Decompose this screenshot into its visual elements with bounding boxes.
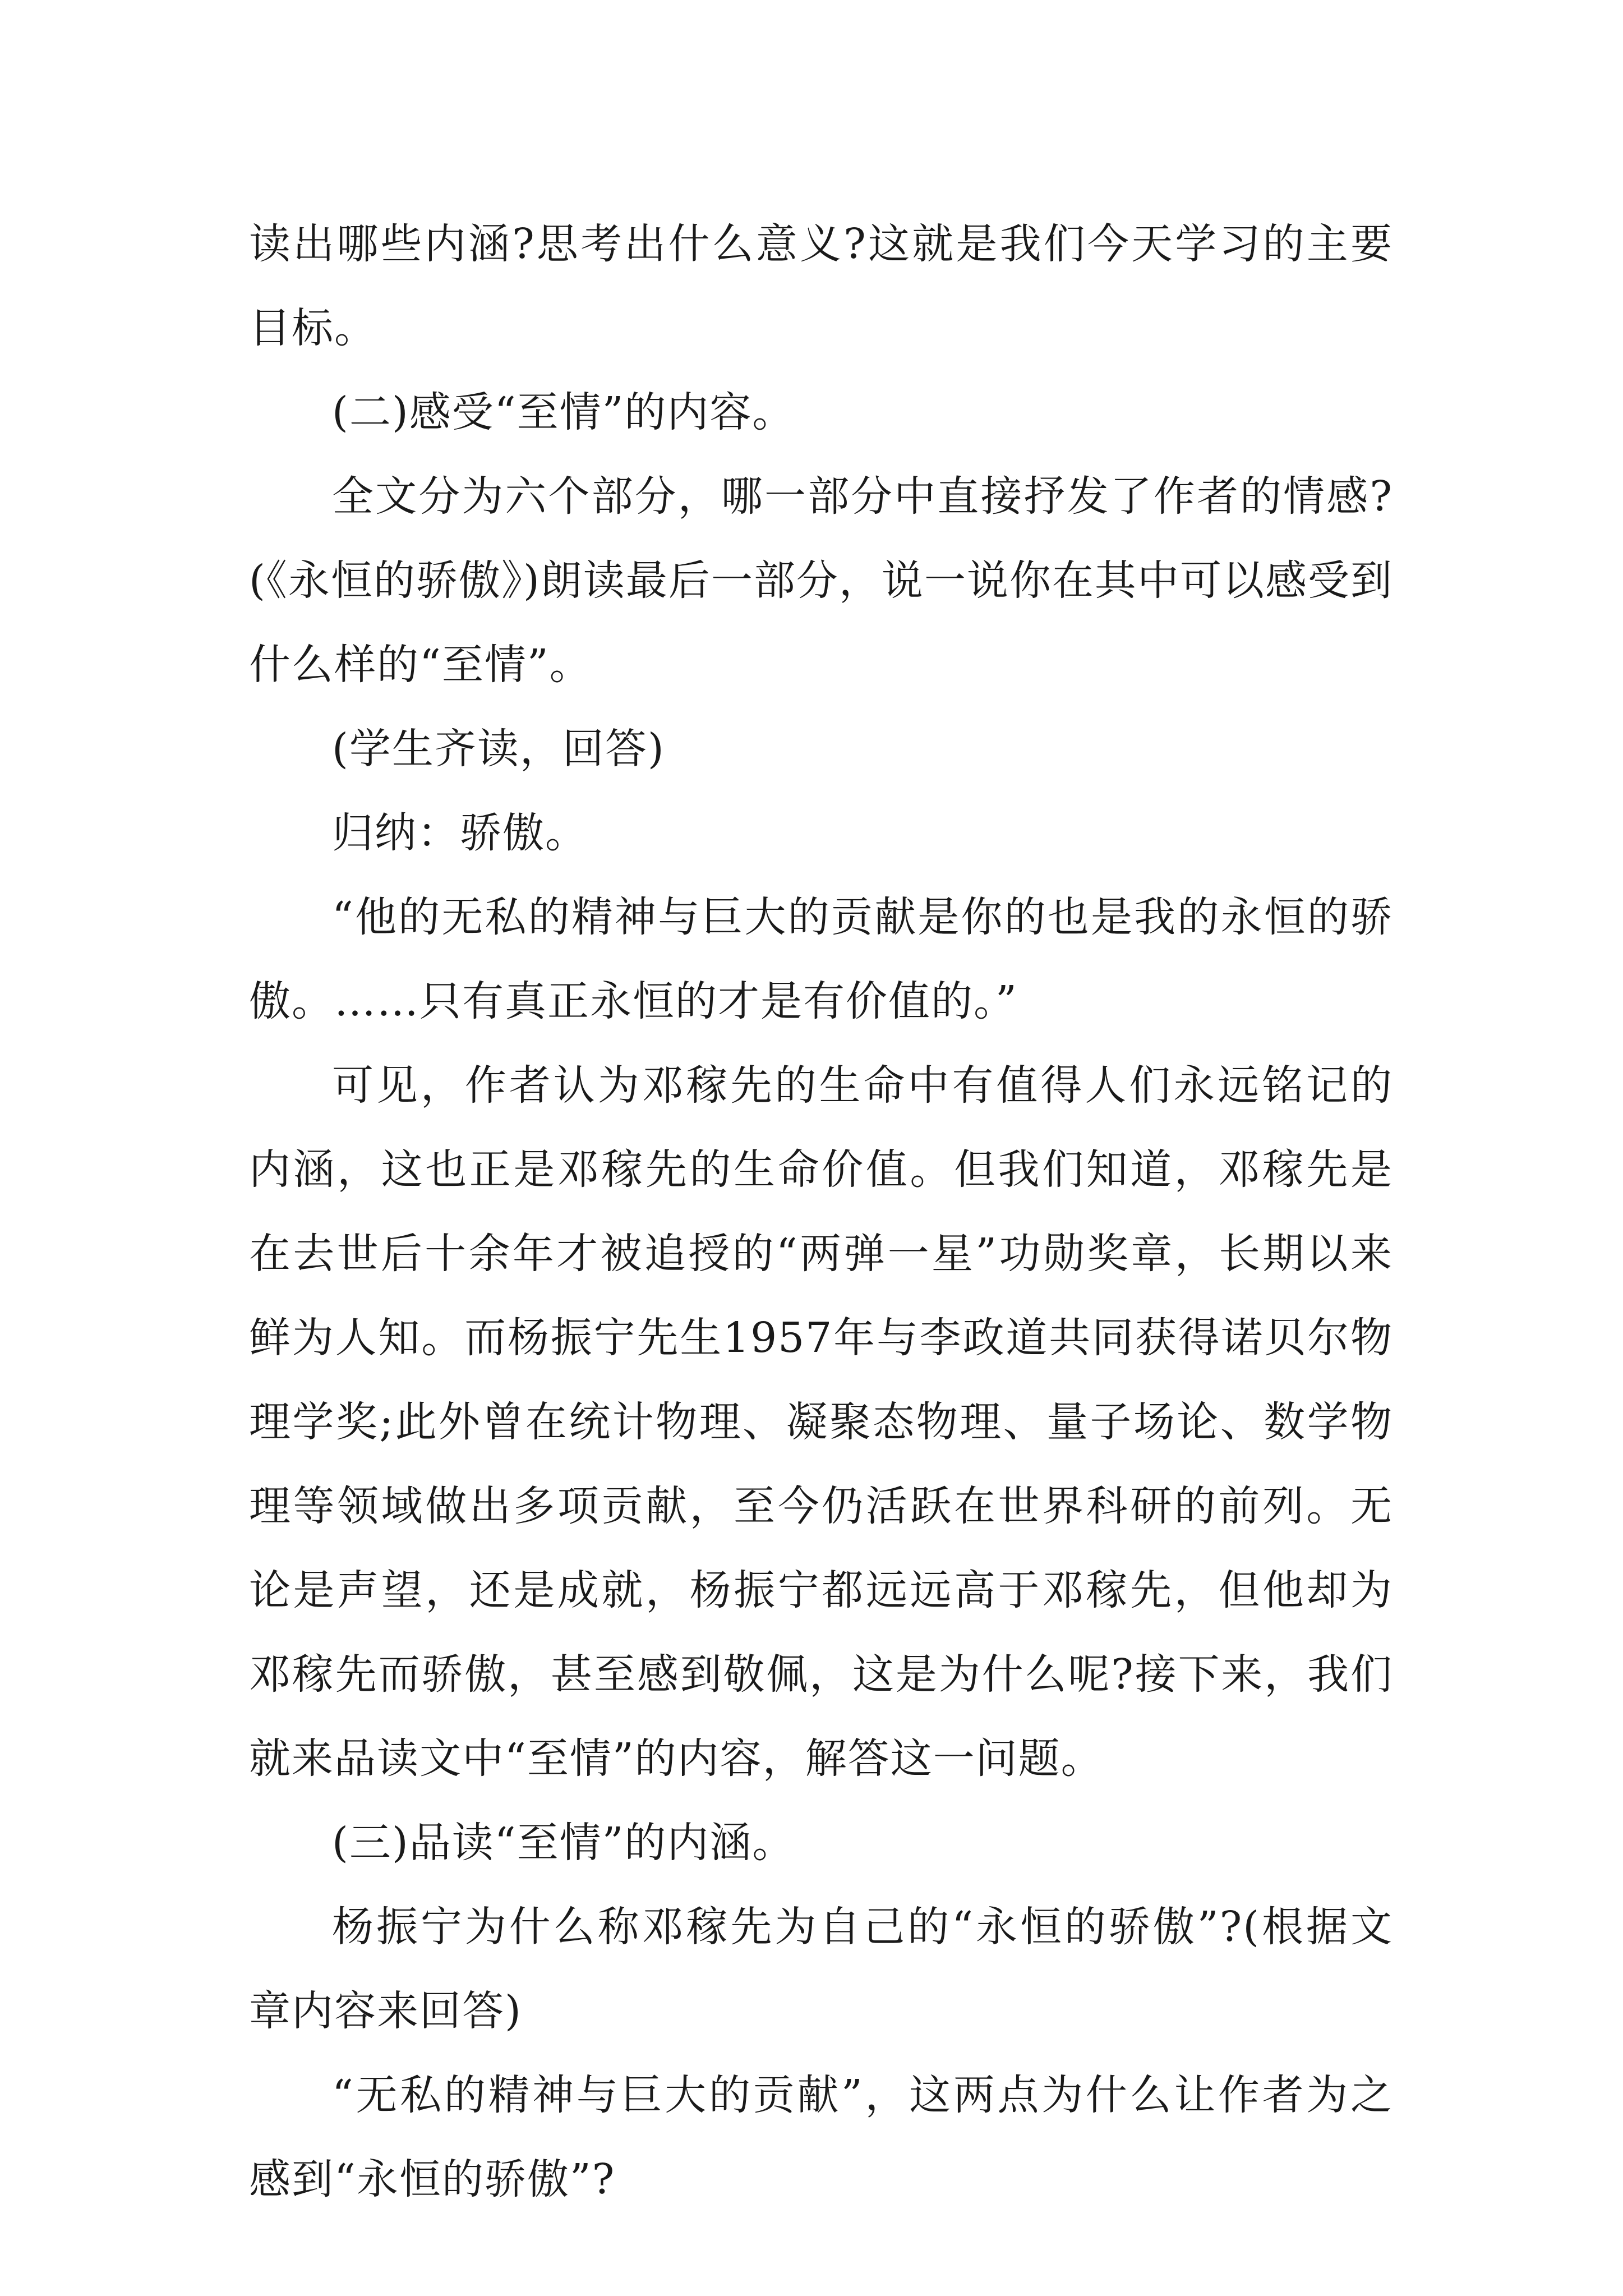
paragraph-analysis: 可见，作者认为邓稼先的生命中有值得人们永远铭记的内涵，这也正是邓稼先的生命价值。但我们知道，邓稼先是在去世后十余年才被追授的“两弹一星”功勋奖章，长期以来鲜为人知。而杨振宁先生1957年与李政道共同获得诺贝尔物理学奖;此外曾在统计物理、凝聚态物理、量子场论、数学物理等领域做出多项贡献，至今仍活跃在世界科研的前列。无论是声望，还是成就，杨振宁都远远高于邓稼先，但他却为邓稼先而骄傲，甚至感到敬佩，这是为什么呢?接下来，我们就来品读文中“至情”的内容，解答这一问题。: [249, 1061, 1393, 1783]
paragraph-summary: 归纳：骄傲。: [332, 809, 588, 857]
document-body: [249, 202, 1393, 2221]
section-heading-read-meaning: (三)品读“至情”的内涵。: [332, 1819, 795, 1867]
paragraph-question-part: 全文分为六个部分，哪一部分中直接抒发了作者的情感?(《永恒的骄傲》)朗读最后一部分，说一说你在其中可以感受到什么样的“至情”。: [249, 472, 1393, 689]
section-heading-feel-content: (二)感受“至情”的内容。: [332, 388, 795, 436]
paragraph-student-reading: (学生齐读，回答): [332, 725, 665, 773]
paragraph-question-spirit: “无私的精神与巨大的贡献”，这两点为什么让作者为之感到“永恒的骄傲”?: [249, 2071, 1393, 2203]
paragraph-question-why: 杨振宁为什么称邓稼先为自己的“永恒的骄傲”?(根据文章内容来回答): [249, 1903, 1393, 2035]
paragraph-quote: “他的无私的精神与巨大的贡献是你的也是我的永恒的骄傲。……只有真正永恒的才是有价值的。”: [249, 893, 1393, 1025]
paragraph-intro-continuation: 读出哪些内涵?思考出什么意义?这就是我们今天学习的主要目标。: [249, 220, 1393, 352]
